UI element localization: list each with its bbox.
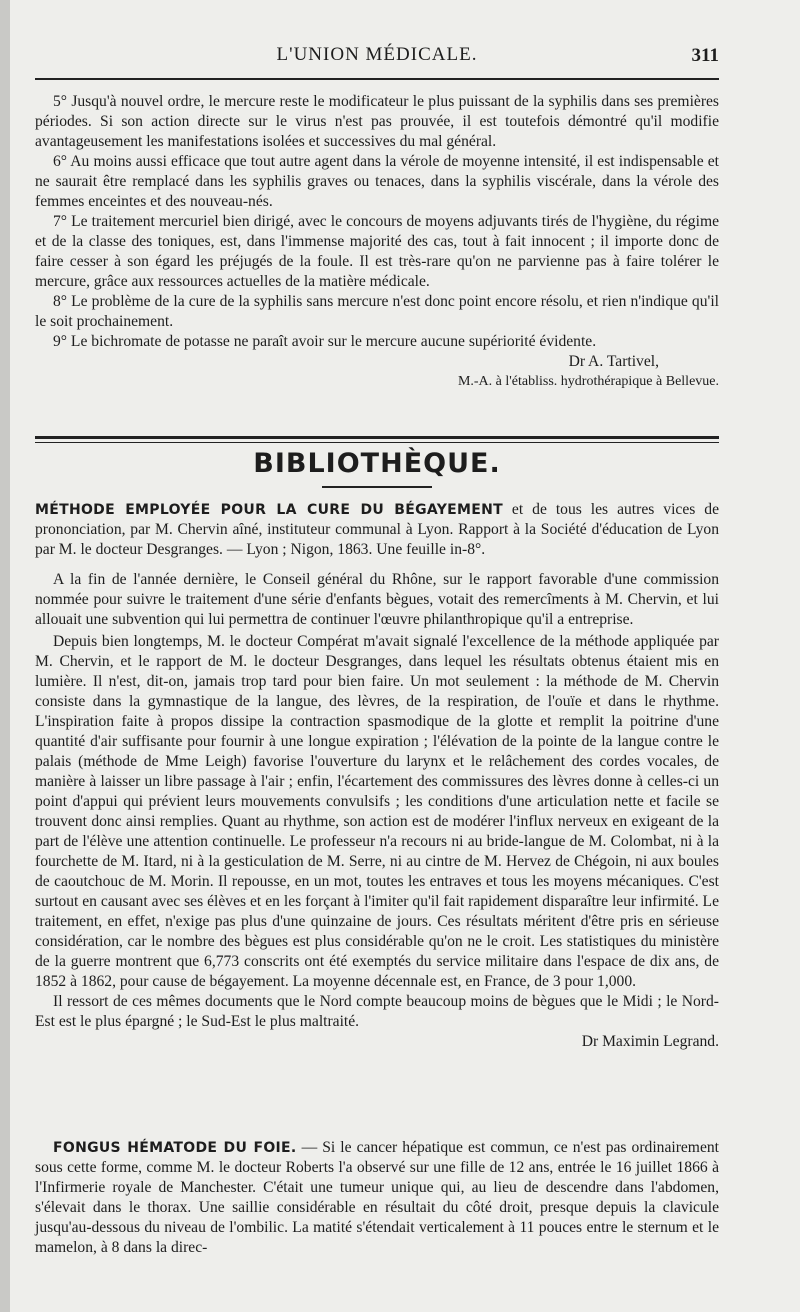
section-divider (35, 436, 719, 443)
entry2-title: FONGUS HÉMATODE DU FOIE. (53, 1140, 297, 1156)
entry-title: MÉTHODE EMPLOYÉE POUR LA CURE DU BÉGAYEMENT (35, 502, 503, 518)
reviewer-signature: Dr Maximin Legrand. (581, 1033, 719, 1050)
entry2-text (35, 1138, 719, 1258)
review-entry-begaiement (35, 500, 719, 1052)
review-paragraph-2: Depuis bien longtemps, M. le docteur Compérat m'avait signalé l'excellence de la méthode appliquée par M. Chervin, et le rapport de M. le docteur Desgranges, dans lequel les résultats obtenus étaient mis en lumière. Il n'est, dit-on, jamais trop tard pour bien faire. Un mot seulement : la méthode de M. Chervin consiste dans la gymnastique de la langue, des lèvres, de la respiration, de l'ouïe et dans le rhythme. L'inspiration faite à propos dissipe la contraction spasmodique de la glotte et remplit la poitrine d'une quantité d'air suffisante pour fournir à une longue expiration ; l'élévation de la pointe de la langue contre le palais (méthode de Mme Leigh) favorise l'ouverture du larynx et le relâchement des cordes vocales, de manière à laisser un libre passage à l'air ; enfin, l'écartement des commissures des lèvres donne à celles-ci un point d'appui qui prévient leurs mouvements convulsifs ; les conditions d'une articulation nette et facile se trouvent donc ainsi remplies. Quant au rhythme, son action est de modérer l'influx nerveux en exigeant de la part de l'élève une attention continuelle. Le professeur n'a recours ni au bride-langue de M. Colombat, ni à la fourchette de M. Itard, ni à la gesticulation de M. Serre, ni au cintre de M. Hervez de Chégoin, ni aux boules de caoutchouc de M. Morin. Il repousse, en un mot, toutes les entraves et tous les moyens mécaniques. C'est surtout en causant avec ses élèves et en les forçant à l'imiter qu'il fait rapidement disparaître leur infirmité. Le traitement, en effet, n'exige pas plus d'une quinzaine de jours. Ces résultats méritent d'être pris en sérieuse considération, car le nombre des bègues est plus considérable qu'on ne le croit. Les statistiques du ministère de la guerre montrent que 6,773 conscrits ont été exemptés du service militaire dans l'espace de dix ans, de 1852 à 1862, pour cause de bégayement. La moyenne décennale est, en France, de 3 pour 1,000. (35, 633, 719, 990)
review-paragraph-1: A la fin de l'année dernière, le Conseil général du Rhône, sur le rapport favorable d'une commission nommée pour suivre le traitement d'une série d'enfants bègues, votait des remercîments à M. Chervin, et lui allouait une subvention qui lui permettra de continuer l'œuvre philanthropique qu'il a entreprise. (35, 571, 719, 628)
page-header (35, 44, 719, 76)
section-heading (35, 448, 719, 479)
conclusion-6: 6° Au moins aussi efficace que tout autre agent dans la vérole de moyenne intensité, il est indispensable et ne saurait être remplacé dans les syphilis graves ou tenaces, dans la syphilis viscérale, dans la vérole des femmes enceintes et des nouveau-nés. (35, 153, 719, 210)
bibliotheque-title: BIBLIOTHÈQUE. (253, 448, 501, 479)
author-affiliation: M.-A. à l'établiss. hydrothérapique à Bellevue. (457, 374, 719, 389)
author-signature: Dr A. Tartivel, (568, 353, 659, 370)
entry-citation (35, 500, 719, 560)
review-entry-fongus (35, 1138, 719, 1258)
entry2-body: — Si le cancer hépatique est commun, ce n'est pas ordinairement sous cette forme, comme M. le docteur Roberts l'a observé sur une fille de 12 ans, entrée le 16 juillet 1866 à l'Infirmerie royale de Manchester. C'était une tumeur unique qui, au lieu de descendre dans l'abdomen, s'élevait dans le thorax. Une saillie considérable en résultait du côté droit, presque depuis la clavicule jusqu'au-dessous du niveau de l'ombilic. La matité s'étendait verticalement à 11 pouces entre le sternum et le mamelon, à 8 dans la direc- (35, 1139, 719, 1256)
conclusion-9: 9° Le bichromate de potasse ne paraît avoir sur le mercure aucune supériorité évidente. (53, 333, 597, 350)
header-rule (35, 78, 719, 80)
review-paragraph-3: Il ressort de ces mêmes documents que le Nord compte beaucoup moins de bègues que le Midi ; le Nord-Est est le plus épargné ; le Sud-Est le plus maltraité. (35, 993, 719, 1030)
journal-title: L'UNION MÉDICALE. (276, 44, 478, 65)
heading-underline (322, 486, 432, 488)
conclusion-5: 5° Jusqu'à nouvel ordre, le mercure reste le modificateur le plus puissant de la syphilis dans ses premières périodes. Si son action directe sur le virus n'est pas prouvée, il est toutefois démontré qu'il modifie avantageusement les manifestations isolées et successives du mal général. (35, 93, 719, 150)
page-edge-shadow (0, 0, 10, 1312)
conclusion-8: 8° Le problème de la cure de la syphilis sans mercure n'est donc point encore résolu, et rien n'indique qu'il le soit prochainement. (35, 293, 719, 330)
page-number: 311 (691, 45, 719, 66)
entry-citation-text: et de tous les autres vices de prononciation, par M. Chervin aîné, instituteur communal à Lyon. Rapport à la Société d'éducation de Lyon par M. le docteur Desgranges. — Lyon ; Nigon, 1863. Une feuille in-8°. (35, 501, 720, 558)
conclusion-7: 7° Le traitement mercuriel bien dirigé, avec le concours de moyens adjuvants tirés de l'hygiène, du régime et de la classe des toniques, est, dans l'immense majorité des cas, tout à fait innocent ; il importe donc de faire cesser à son égard les préjugés de la foule. Il est très-rare qu'on ne parvienne pas à faire tolérer le mercure, grâce aux ressources actuelles de la matière médicale. (35, 213, 719, 290)
conclusions-section (35, 92, 719, 392)
